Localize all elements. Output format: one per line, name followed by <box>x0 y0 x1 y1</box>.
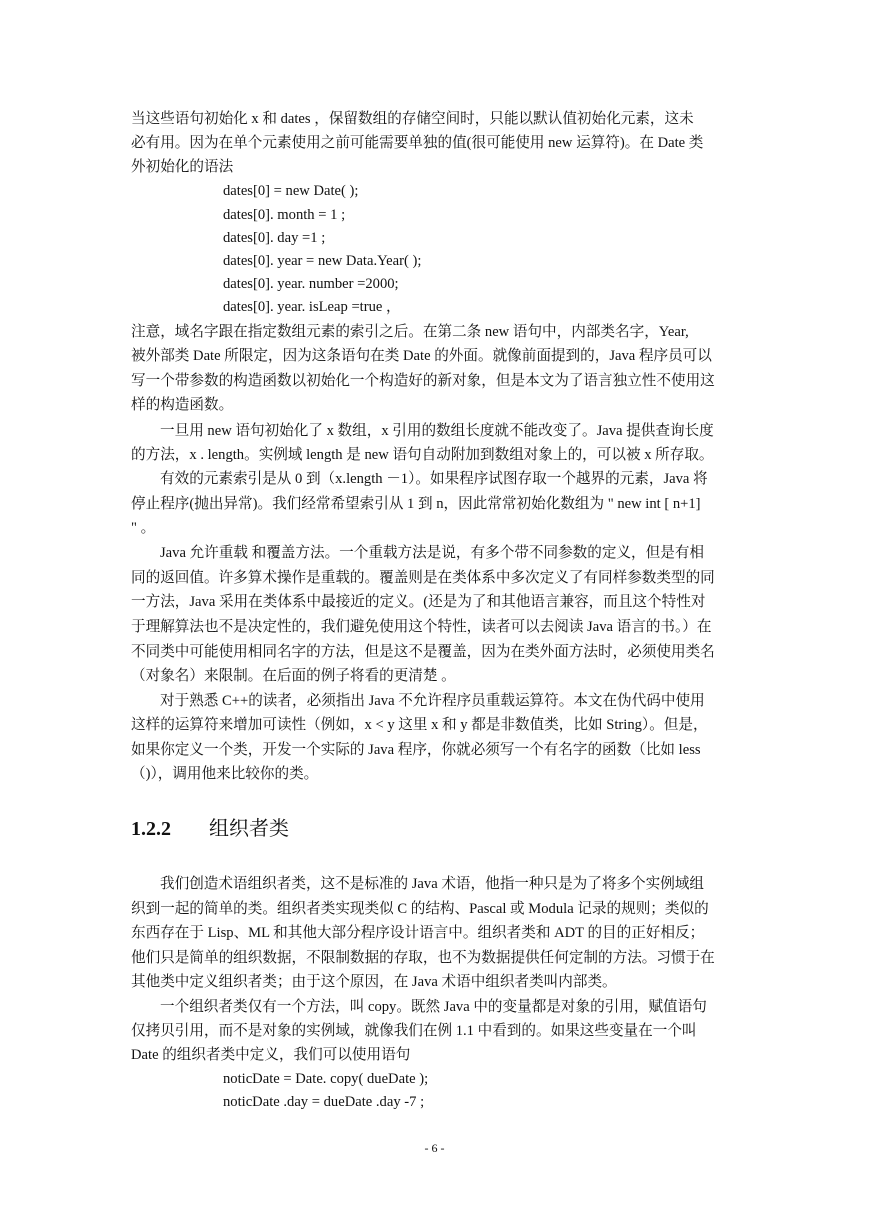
code-line: noticDate .day = dueDate .day -7 ; <box>223 1094 425 1110</box>
code-line: dates[0]. month = 1 ; <box>223 207 346 223</box>
text-line: 有效的元素索引是从 0 到（x.length －1）。如果程序试图存取一个越界的元素，Java 将 <box>160 471 708 487</box>
text-line: 仅拷贝引用，而不是对象的实例域，就像我们在例 1.1 中看到的。如果这些变量在一个叫 <box>131 1023 697 1039</box>
text-line: （对象名）来限制。在后面的例子将看的更清楚 。 <box>131 668 456 684</box>
code-line: dates[0]. year. isLeap =true ， <box>223 299 401 315</box>
text-line: 必有用。因为在单个元素使用之前可能需要单独的值(很可能使用 new 运算符)。在 Date 类 <box>131 135 704 151</box>
text-line: Date 的组织者类中定义，我们可以使用语句 <box>131 1047 411 1063</box>
text-line: 写一个带参数的构造函数以初始化一个构造好的新对象，但是本文为了语言独立性不使用这 <box>131 373 715 389</box>
text-line: 我们创造术语组织者类，这不是标准的 Java 术语，他指一种只是为了将多个实例域组 <box>160 876 705 892</box>
text-line: 他们只是简单的组织数据，不限制数据的存取，也不为数据提供任何定制的方法。习惯于在 <box>131 950 715 966</box>
text-line: Java 允许重载 和覆盖方法。一个重载方法是说，有多个带不同参数的定义，但是有相 <box>160 545 705 561</box>
page-number: - 6 - <box>424 1141 445 1155</box>
text-line: 样的构造函数。 <box>131 397 234 413</box>
code-line: dates[0]. day =1 ; <box>223 230 326 246</box>
text-line: 一旦用 new 语句初始化了 x 数组，x 引用的数组长度就不能改变了。Java 提供查询长度 <box>160 423 714 439</box>
code-line: dates[0]. year. number =2000; <box>223 276 399 292</box>
code-line: dates[0]. year = new Data.Year( ); <box>223 253 422 269</box>
section-number: 1.2.2 <box>131 818 171 840</box>
text-line: 同的返回值。许多算术操作是重载的。覆盖则是在类体系中多次定义了有同样参数类型的同 <box>131 570 715 586</box>
text-line: 织到一起的简单的类。组织者类实现类似 C 的结构、Pascal 或 Modula 记录的规则；类似的 <box>131 901 709 917</box>
text-line: 于理解算法也不是决定性的，我们避免使用这个特性，读者可以去阅读 Java 语言的书。）在 <box>131 619 712 635</box>
text-line: （)），调用他来比较你的类。 <box>131 766 319 782</box>
text-line: " 。 <box>131 520 156 536</box>
text-line: 当这些语句初始化 x 和 dates ，保留数组的存储空间时，只能以默认值初始化元素，这未 <box>131 111 694 127</box>
text-line: 的方法，x . length。实例域 length 是 new 语句自动附加到数组对象上的，可以被 x 所存取。 <box>131 447 714 463</box>
code-line: noticDate = Date. copy( dueDate ); <box>223 1071 429 1087</box>
text-line: 被外部类 Date 所限定，因为这条语句在类 Date 的外面。就像前面提到的，Java 程序员可以 <box>131 348 712 364</box>
section-heading <box>131 815 289 843</box>
text-line: 注意，域名字跟在指定数组元素的索引之后。在第二条 new 语句中，内部类名字，Year, <box>131 324 689 340</box>
text-line: 停止程序(抛出异常)。我们经常希望索引从 1 到 n，因此常常初始化数组为 " new int [ n+1] <box>131 496 701 512</box>
text-line: 这样的运算符来增加可读性（例如，x < y 这里 x 和 y 都是非数值类，比如 String）。但是， <box>131 717 708 733</box>
section-title: 组织者类 <box>209 818 289 840</box>
text-line: 其他类中定义组织者类；由于这个原因，在 Java 术语中组织者类叫内部类。 <box>131 974 617 990</box>
text-line: 一方法，Java 采用在类体系中最接近的定义。(还是为了和其他语言兼容，而且这个特性对 <box>131 594 706 610</box>
text-line: 外初始化的语法 <box>131 159 234 175</box>
code-line: dates[0] = new Date( ); <box>223 183 359 199</box>
text-line: 不同类中可能使用相同名字的方法，但是这不是覆盖，因为在类外面方法时，必须使用类名 <box>131 644 715 660</box>
text-line: 一个组织者类仅有一个方法，叫 copy。既然 Java 中的变量都是对象的引用，赋值语句 <box>160 999 707 1015</box>
text-line: 东西存在于 Lisp、ML 和其他大部分程序设计语言中。组织者类和 ADT 的目的正好相反； <box>131 925 705 941</box>
text-line: 如果你定义一个类，开发一个实际的 Java 程序，你就必须写一个有名字的函数（比如 less <box>131 742 701 758</box>
text-line: 对于熟悉 C++的读者，必须指出 Java 不允许程序员重载运算符。本文在伪代码中使用 <box>160 693 705 709</box>
